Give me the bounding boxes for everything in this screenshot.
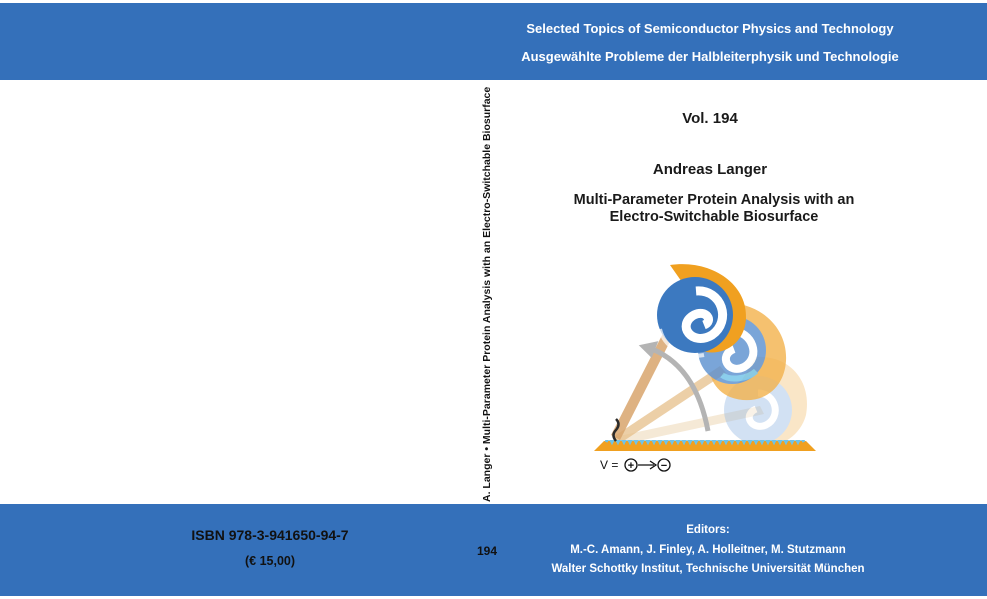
minus-symbol: − [660, 460, 668, 472]
editors-label: Editors: [686, 524, 730, 536]
isbn: ISBN 978-3-941650-94-7 [191, 527, 349, 543]
editors-names: M.-C. Amann, J. Finley, A. Holleitner, M. Stutzmann [570, 544, 846, 556]
protein-main [657, 264, 746, 356]
author-name: Andreas Langer [652, 161, 768, 178]
book-title-line-2: Electro-Switchable Biosurface [609, 209, 819, 225]
top-series-band [0, 3, 987, 80]
spine-volume-number: 194 [476, 544, 498, 558]
book-title-line-1: Multi-Parameter Protein Analysis with an [573, 192, 855, 208]
substrate-surface [594, 441, 816, 451]
series-title-english: Selected Topics of Semiconductor Physics and Technology [526, 21, 894, 36]
plus-symbol: + [627, 460, 635, 472]
arrow-right-icon [638, 461, 656, 469]
book-title [540, 192, 888, 226]
series-title-german: Ausgewählte Probleme der Halbleiterphysik und Technologie [521, 49, 899, 64]
voltage-label: V = [600, 458, 619, 472]
cover-illustration [580, 255, 830, 480]
editors-institution: Walter Schottky Institut, Technische Universität München [551, 563, 865, 575]
volume-number: Vol. 194 [682, 110, 738, 127]
price: (€ 15,00) [244, 554, 296, 568]
spine-title: A. Langer • Multi-Parameter Protein Analysis with an Electro-Switchable Biosurface [481, 86, 493, 502]
